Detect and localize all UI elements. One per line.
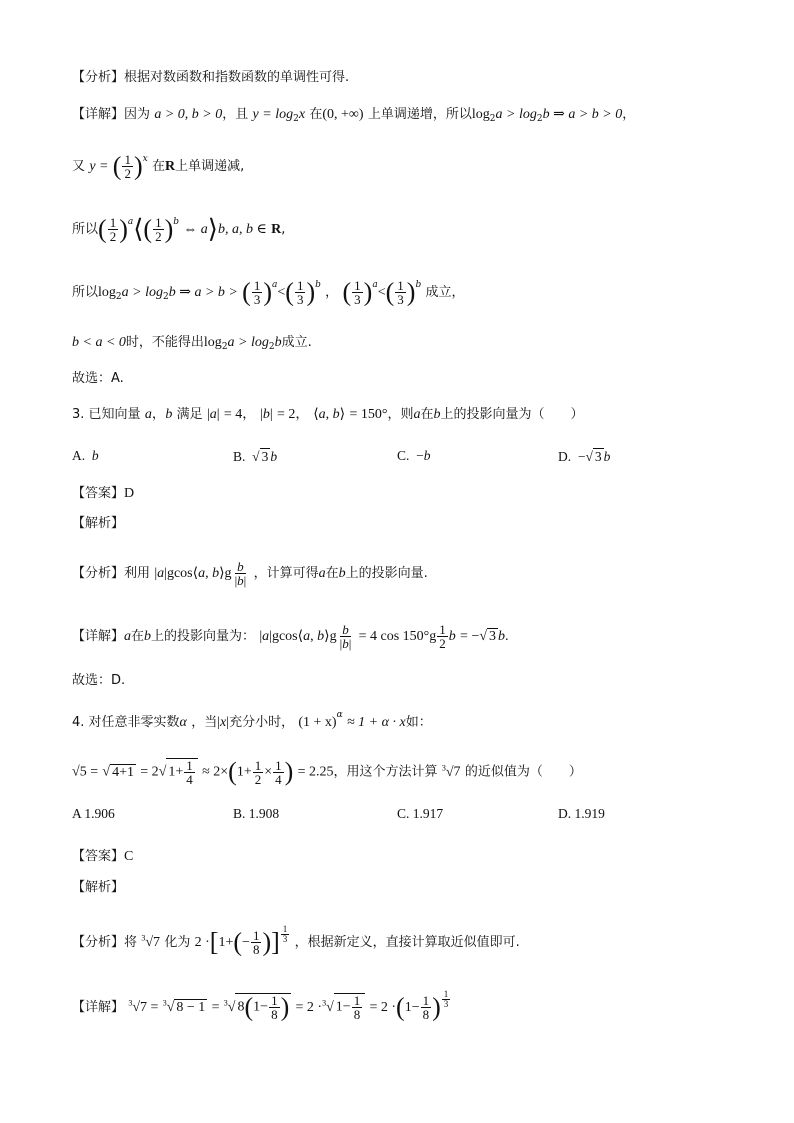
math: = − — [460, 629, 480, 644]
detail-line-1: 【详解】因为 a > 0, b > 0，且 $y = \log_2x$ 在(0, +∞) 上单调递增，所以$\log_2a > \log_2b$ ⇒ a > b > 0， — [72, 107, 636, 124]
answer-tag: 【答案】 — [72, 486, 125, 501]
q4-option-c: C. 1.917 — [397, 806, 444, 821]
text: ，则 — [387, 407, 414, 422]
math: = 2 · — [295, 1000, 323, 1015]
question-4: 4. 对任意非零实数α ，当|x|充分小时， $(1 + x)^\alpha \approx 1 + \alpha \cdot x$如： — [72, 710, 432, 730]
detail-3: 【详解】a在b上的投影向量为： |a|gcos⟨a, b⟩g $\frac{b}{|b|}$ = 4 cos 150°g $\frac{1}{2}$ b = −√ 3 b. — [72, 622, 509, 651]
text: 的近似值为（ ） — [464, 764, 582, 780]
answer-value: C — [124, 849, 134, 864]
text: 在 — [131, 629, 145, 644]
math: ≈ 2× — [202, 764, 229, 780]
q3-option-b: B. √ 3 b — [233, 449, 278, 464]
math: a > log — [121, 285, 163, 300]
math: (0, +∞) — [322, 107, 364, 122]
math: = 2 · — [369, 1000, 397, 1015]
math: cos — [278, 629, 298, 644]
text: , — [281, 222, 286, 237]
math: b — [274, 335, 282, 350]
math: b ⇒ a > b > 0 — [542, 107, 623, 122]
math: a > 0, b > 0 — [154, 107, 223, 122]
text: 所以 — [72, 285, 99, 300]
math: b < a < 0 — [72, 335, 126, 350]
text: 上单调递减, — [175, 159, 245, 174]
math: y = — [89, 159, 109, 174]
analysis-tag: 【分析】 — [72, 70, 125, 85]
detail-4: 【详解】 $^3$√7 = $^3$√ 8 − 1 = $^3$√ 8(1− $\frac{1}{8}$ ) = 2 ·$^3$√ 1− $\frac{1}{8}$ = 2 ·(1− $\frac{1}{8}$ ) $\frac{1}{3}$ — [72, 989, 449, 1023]
analysis-text: 根据对数函数和指数函数的单调性可得. — [124, 70, 350, 85]
text: ， — [622, 107, 636, 122]
math: = 2 — [140, 764, 159, 780]
math: 5 = — [79, 764, 99, 780]
text: . — [505, 629, 509, 644]
math: a > log — [495, 107, 537, 122]
math: (1 + x) — [298, 715, 337, 730]
text: 成立， — [425, 285, 465, 300]
math: = 2 — [277, 407, 296, 422]
math: y = log — [252, 107, 294, 122]
detail-line-2: 又 y = ( $\frac{1}{2}$ )$^x$ 在R上单调递减, — [72, 151, 245, 181]
detail-tag: 【详解】 — [72, 1000, 125, 1015]
analysis-4: 【分析】将 $^3$√7 化为 2 ·[1+(− $\frac{1}{8}$ )] $\frac{1}{3}$ ，根据新定义，直接计算取近似值即可. — [72, 924, 520, 957]
text: 所以 — [72, 222, 99, 237]
math: = 150° — [349, 407, 388, 422]
q3-option-a: A. b — [72, 448, 99, 463]
text: 上单调递增，所以 — [367, 107, 472, 122]
math: 4+1 — [112, 764, 134, 780]
math: 7 — [153, 935, 161, 950]
detail-line-5: b < a < 0时，不能得出$\log_2a > \log_2b$成立. — [72, 335, 312, 352]
text: ， — [325, 285, 339, 300]
text: 成立. — [281, 335, 312, 350]
text: ，计算可得 — [253, 566, 319, 581]
math: 2 · — [194, 935, 210, 950]
text: 上的投影向量为（ ） — [440, 407, 584, 422]
text: 上的投影向量. — [345, 566, 428, 581]
text: 在 — [152, 159, 166, 174]
math: = 2.25 — [297, 764, 334, 780]
detail-tag: 【详解】 — [72, 107, 125, 122]
text: 4. 对任意非零实数 — [72, 715, 180, 730]
q4-option-a: A 1.906 — [72, 806, 115, 821]
solution-tag-4: 【解析】 — [72, 880, 125, 895]
math: R — [271, 222, 282, 237]
math: a > log — [227, 335, 269, 350]
math: b ⇒ a > b > — [168, 285, 238, 300]
q3-option-d: D. −√ 3 b — [558, 449, 611, 464]
text: ，且 — [222, 107, 249, 122]
text: 充分小时， — [229, 715, 295, 730]
math: cos — [173, 566, 193, 581]
math: α — [336, 710, 343, 720]
choice-line-1: 故选：A. — [72, 371, 124, 386]
math: 7 = — [140, 1000, 159, 1015]
analysis-line-1 — [72, 68, 349, 87]
math: x — [298, 107, 306, 122]
text: 利用 — [124, 566, 151, 581]
detail-line-4: 所以$\log_2a > \log_2b$ ⇒ a > b > ( $\frac{1}{3}$ )$^a$<( $\frac{1}{3}$ )$^b$ ， ( $\frac{1}{3}$ )$^a$<( $\frac{1}{3}$ )$^b$ 成立， — [72, 277, 465, 307]
question-4-line-2: √5 = √ 4+1 = 2√ 1+ $\frac{1}{4}$ ≈ 2×(1+ $\frac{1}{2}$ × $\frac{1}{4}$ ) = 2.25，用这个方法计算 $^3$√7 的近似值为（ ） — [72, 757, 582, 787]
choice-line-3: 故选：D. — [72, 673, 126, 688]
detail-line-3: 所以( $\frac{1}{2}$ )$^a$⟨( $\frac{1}{2}$ )$^b$ ⇔ a⟩b, a, b ∈ R, — [72, 214, 286, 244]
solution-tag-3: 【解析】 — [72, 516, 125, 531]
math: 8 − 1 — [176, 1000, 206, 1015]
analysis-tag: 【分析】 — [72, 935, 125, 950]
text: 在 — [420, 407, 434, 422]
math: = 4 cos 150° — [358, 629, 430, 644]
text: 时，不能得出 — [125, 335, 204, 350]
math: b, a, b ∈ — [217, 222, 267, 237]
text: 又 — [72, 159, 86, 174]
answer-3 — [72, 484, 134, 503]
detail-tag: 【详解】 — [72, 629, 125, 644]
math: 7 — [453, 764, 461, 780]
text: ，用这个方法计算 — [333, 764, 438, 780]
text: 满足 — [176, 407, 203, 422]
math: = 4 — [223, 407, 243, 422]
answer-value: D — [124, 486, 135, 501]
text: ，根据新定义，直接计算取近似值即可. — [294, 935, 520, 950]
math: ⇔ a — [183, 222, 208, 237]
text: 上的投影向量为： — [151, 629, 256, 644]
math: ≈ 1 + α · x — [346, 715, 406, 730]
text: 在 — [325, 566, 339, 581]
analysis-3: 【分析】利用 |a|gcos⟨a, b⟩g $\frac{b}{|b|}$ ，计算可得a在b上的投影向量. — [72, 559, 428, 588]
text: 在 — [309, 107, 323, 122]
math: R — [165, 159, 176, 174]
text: 因为 — [124, 107, 151, 122]
answer-tag: 【答案】 — [72, 849, 125, 864]
math: α — [179, 715, 187, 730]
text: ，当 — [191, 715, 218, 730]
text: 如： — [405, 715, 432, 730]
text: 化为 — [164, 935, 191, 950]
q4-option-d: D. 1.919 — [558, 806, 605, 821]
q3-option-c: C. −b — [397, 448, 431, 463]
text: 3. 已知向量 — [72, 407, 141, 422]
answer-4 — [72, 847, 133, 866]
math: = — [211, 1000, 220, 1015]
text: 将 — [124, 935, 138, 950]
question-3: 3. 已知向量 a，b 满足 |a| = 4， |b| = 2， ⟨a, b⟩ = 150°，则a在b上的投影向量为（ ） — [72, 406, 584, 422]
q4-option-b: B. 1.908 — [233, 806, 280, 821]
analysis-tag: 【分析】 — [72, 566, 125, 581]
